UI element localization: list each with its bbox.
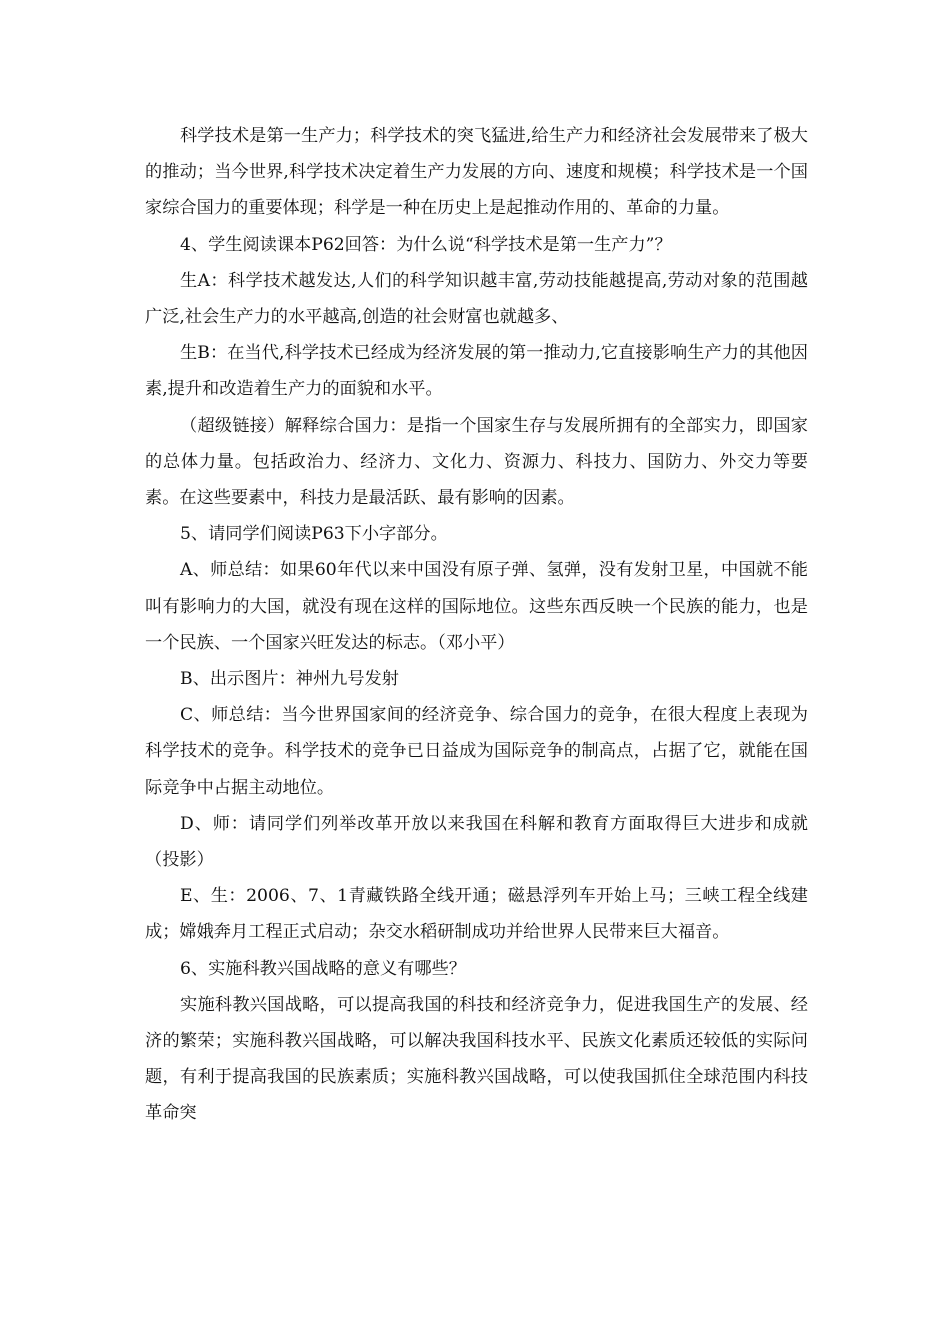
paragraph-question-6: 6、实施科教兴国战略的意义有哪些？ [180,958,466,979]
paragraph-science-first-productive-force: 科学技术是第一生产力；科学技术的突飞猛进,给生产力和经济社会发展带来了极大的推动；当今世界,科学技术决定着生产力发展的方向、速度和规模；科学技术是一个国家综合国力的重要体现；科学是一种在历史上是起推动作用的、革命的力量。 [145,126,808,219]
paragraph-teacher-d: D、师：请同学们列举改革开放以来我国在科解和教育方面取得巨大进步和成就（投影） [145,813,808,871]
paragraph-student-a: 生A：科学技术越发达,人们的科学知识越丰富,劳动技能越提高,劳动对象的范围越广泛,社会生产力的水平越高,创造的社会财富也就越多、 [145,270,808,328]
paragraph-comprehensive-national-power: （超级链接）解释综合国力：是指一个国家生存与发展所拥有的全部实力，即国家的总体力量。包括政治力、经济力、文化力、资源力、科技力、国防力、外交力等要素。在这些要素中，科技力是最活跃、最有影响的因素。 [145,415,808,509]
document-body [145,118,808,1132]
paragraph-question-4: 4、学生阅读课本P62回答：为什么说“科学技术是第一生产力”？ [180,234,672,255]
paragraph-student-b: 生B：在当代,科学技术已经成为经济发展的第一推动力,它直接影响生产力的其他因素,提升和改造着生产力的面貌和水平。 [145,343,808,400]
paragraph-teacher-summary-a: A、师总结：如果60年代以来中国没有原子弹、氢弹，没有发射卫星，中国就不能叫有影响力的大国，就没有现在这样的国际地位。这些东西反映一个民族的能力，也是一个民族、一个国家兴旺发达的标志。（邓小平） [145,560,808,653]
paragraph-teacher-summary-c: C、师总结：当今世界国家间的经济竞争、综合国力的竞争，在很大程度上表现为科学技术的竞争。科学技术的竞争已日益成为国际竞争的制高点，占据了它，就能在国际竞争中占据主动地位。 [145,705,808,798]
paragraph-strategy-significance: 实施科教兴国战略，可以提高我国的科技和经济竞争力，促进我国生产的发展、经济的繁荣；实施科教兴国战略，可以解决我国科技水平、民族文化素质还较低的实际问题，有利于提高我国的民族素质；实施科教兴国战略，可以使我国抓住全球范围内科技革命突 [145,994,808,1124]
paragraph-picture-b: B、出示图片：神州九号发射 [180,669,399,690]
paragraph-student-e: E、生：2006、7、1青藏铁路全线开通；磁悬浮列车开始上马；三峡工程全线建成；嫦娥奔月工程正式启动；杂交水稻研制成功并给世界人民带来巨大福音。 [145,886,808,943]
paragraph-question-5: 5、请同学们阅读P63下小字部分。 [180,524,448,545]
